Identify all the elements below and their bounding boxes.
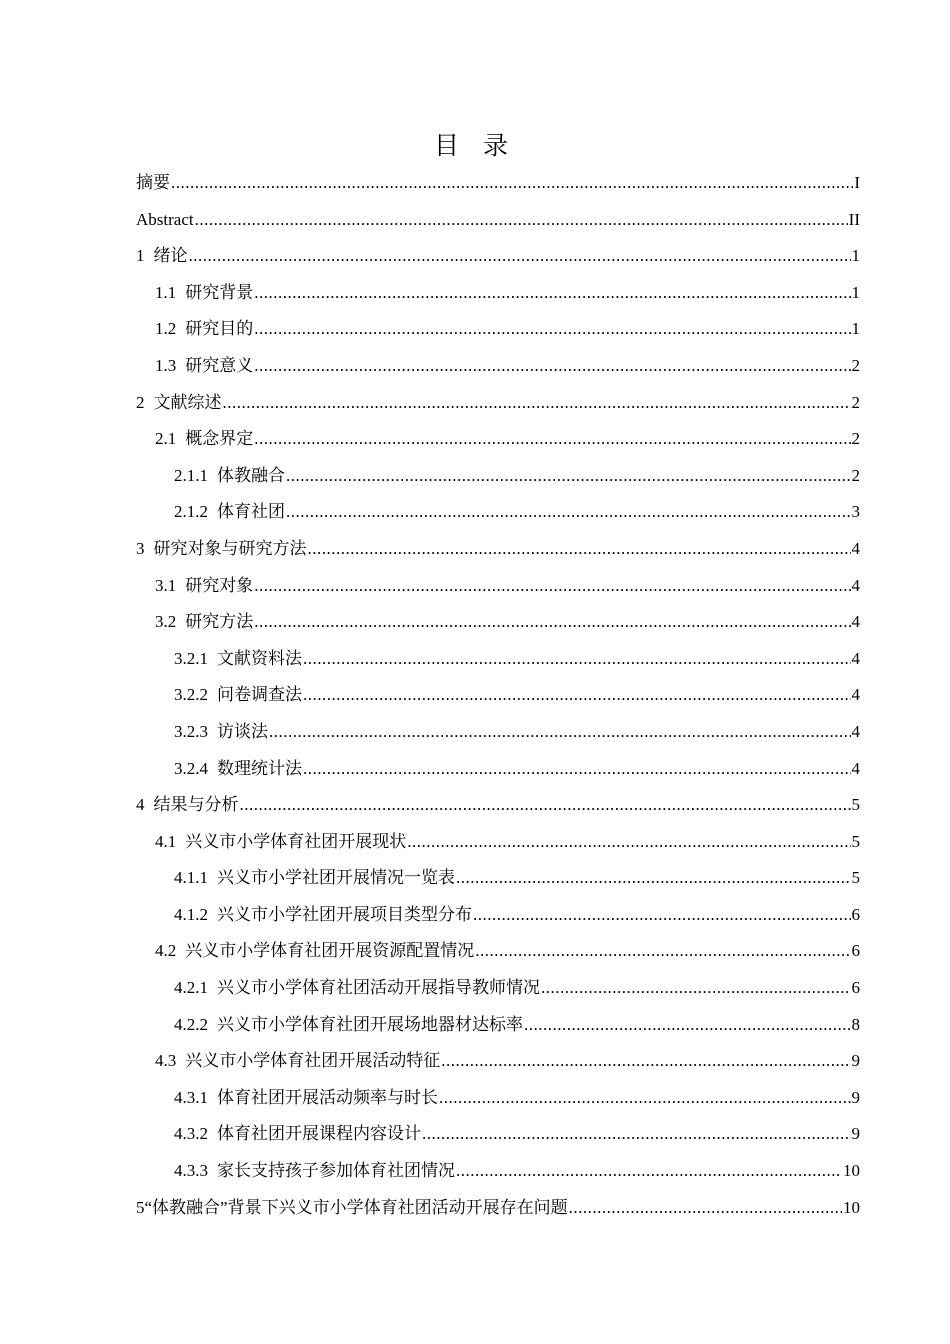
toc-entry[interactable] (136, 275, 860, 312)
toc-entry-number: 4.1 (155, 831, 177, 851)
toc-entry[interactable] (136, 421, 860, 458)
toc-entry-label: 访谈法 (217, 721, 268, 741)
toc-leader-dots (456, 860, 851, 897)
toc-leader-dots (422, 1116, 851, 1153)
toc-leader-dots (303, 677, 851, 714)
toc-entry-page-number: 9 (851, 1087, 860, 1107)
toc-entry-label: 研究对象与研究方法 (153, 538, 307, 558)
toc-entry-page-number: I (854, 173, 860, 192)
toc-entry-label: 兴义市小学社团开展项目类型分布 (217, 904, 472, 924)
toc-entry-label: 摘要 (136, 173, 170, 192)
toc-entry[interactable] (136, 1080, 860, 1117)
toc-leader-dots (254, 604, 850, 641)
toc-entry-number: 4.3 (155, 1051, 177, 1071)
toc-entry[interactable] (136, 641, 860, 678)
toc-entry-page-number: 9 (851, 1051, 860, 1071)
toc-entry-label: 兴义市小学体育社团开展资源配置情况 (185, 941, 475, 961)
toc-leader-dots (303, 751, 851, 788)
toc-entry-page-number: 4 (851, 575, 860, 595)
toc-entry-number: 4.1.2 (174, 904, 208, 924)
toc-entry-number: 2 (136, 392, 145, 412)
toc-entry-label: 兴义市小学体育社团开展活动特征 (185, 1051, 441, 1071)
toc-entry-label: 体教融合 (217, 465, 285, 485)
toc-leader-dots (473, 897, 851, 934)
toc-entry-page-number: 5 (851, 868, 860, 888)
toc-entry-label: 概念界定 (185, 429, 254, 449)
toc-entry-label: 数理统计法 (217, 758, 302, 778)
toc-entry-label: 兴义市小学体育社团活动开展指导教师情况 (217, 978, 540, 998)
toc-leader-dots (439, 1080, 851, 1117)
toc-leader-dots (254, 348, 850, 385)
toc-entry-page-number: 4 (851, 758, 860, 778)
toc-entry-label: 兴义市小学社团开展情况一览表 (217, 868, 455, 888)
toc-entry-number: 4.2.1 (174, 978, 208, 998)
toc-entry-page-number: 2 (851, 392, 860, 412)
toc-entry-number: 4.2 (155, 941, 177, 961)
toc-entry-number: 3.2.3 (174, 721, 208, 741)
toc-entry[interactable] (136, 1153, 860, 1190)
toc-entry-label: 绪论 (153, 246, 188, 266)
toc-entry-page-number: 4 (851, 685, 860, 705)
toc-title: 目 录 (434, 131, 516, 160)
toc-leader-dots (254, 568, 850, 605)
toc-list (136, 165, 860, 1226)
toc-entry-number: 3.2.4 (174, 758, 208, 778)
toc-entry-number: 4.3.1 (174, 1087, 208, 1107)
toc-entry-page-number: 5 (851, 831, 860, 851)
toc-entry[interactable] (136, 1190, 860, 1227)
toc-entry-label: 体育社团开展活动频率与时长 (217, 1087, 438, 1107)
toc-entry-page-number: 5 (851, 795, 860, 815)
toc-entry[interactable] (136, 458, 860, 495)
toc-entry-number: 4 (136, 795, 145, 815)
toc-entry-number: 4.3.3 (174, 1161, 208, 1181)
toc-entry[interactable] (136, 677, 860, 714)
toc-entry-page-number: 9 (851, 1124, 860, 1144)
toc-entry-number: 3.2.1 (174, 648, 208, 668)
toc-entry-label: 体育社团 (217, 502, 285, 522)
toc-entry[interactable] (136, 311, 860, 348)
toc-leader-dots (254, 421, 850, 458)
toc-entry-label: 兴义市小学体育社团开展现状 (185, 831, 407, 851)
toc-entry[interactable] (136, 1043, 860, 1080)
toc-entry-page-number: II (848, 209, 860, 229)
toc-entry-label: 研究意义 (185, 355, 254, 375)
toc-entry-page-number: 2 (851, 429, 860, 449)
toc-entry[interactable] (136, 568, 860, 605)
toc-entry[interactable] (136, 751, 860, 788)
toc-leader-dots (541, 970, 851, 1007)
toc-entry-page-number: 1 (851, 319, 860, 339)
toc-leader-dots (269, 714, 851, 751)
toc-entry-page-number: 1 (851, 246, 860, 266)
toc-entry[interactable] (136, 824, 860, 861)
toc-entry-page-number: 2 (851, 355, 860, 375)
toc-entry-number: 3.1 (155, 575, 177, 595)
toc-entry[interactable] (136, 897, 860, 934)
toc-entry-page-number: 6 (851, 941, 860, 961)
toc-entry-label: 研究对象 (185, 575, 254, 595)
toc-leader-dots (475, 933, 850, 970)
toc-leader-dots (286, 494, 851, 531)
toc-leader-dots (254, 311, 850, 348)
toc-entry-page-number: 4 (851, 612, 860, 632)
toc-entry-label: 体育社团开展课程内容设计 (217, 1124, 421, 1144)
toc-entry[interactable] (136, 714, 860, 751)
toc-entry-number: 1.1 (155, 282, 177, 302)
toc-entry-label: 兴义市小学体育社团开展场地器材达标率 (217, 1014, 523, 1034)
toc-entry-number: 1.2 (155, 319, 177, 339)
toc-entry-page-number: 6 (851, 904, 860, 924)
toc-leader-dots (189, 238, 851, 275)
toc-entry[interactable] (136, 348, 860, 385)
toc-entry-page-number: 10 (843, 1161, 860, 1181)
toc-entry[interactable] (136, 604, 860, 641)
toc-entry[interactable] (136, 787, 860, 824)
toc-entry-page-number: 1 (851, 282, 860, 302)
toc-entry-number: 1.3 (155, 355, 177, 375)
toc-leader-dots (456, 1153, 842, 1190)
toc-entry-number: 4.3.2 (174, 1124, 208, 1144)
toc-entry-label: 文献资料法 (217, 648, 302, 668)
toc-leader-dots (223, 385, 851, 422)
toc-entry-number: 2.1.1 (174, 465, 208, 485)
toc-entry[interactable] (136, 1116, 860, 1153)
toc-entry-label: 文献综述 (153, 392, 222, 412)
toc-entry-number: 4.2.2 (174, 1014, 208, 1034)
toc-entry-number: 4.1.1 (174, 868, 208, 888)
toc-leader-dots (524, 1007, 851, 1044)
toc-entry-label: 研究方法 (185, 612, 254, 632)
toc-entry-label: 结果与分析 (153, 795, 239, 815)
toc-entry[interactable] (136, 385, 860, 422)
toc-entry-page-number: 4 (851, 538, 860, 558)
toc-entry[interactable] (136, 970, 860, 1007)
toc-entry-label: 研究目的 (185, 319, 254, 339)
toc-entry-page-number: 10 (843, 1197, 860, 1217)
toc-entry-number: 1 (136, 246, 145, 266)
toc-leader-dots (254, 275, 850, 312)
toc-entry-page-number: 2 (851, 465, 860, 485)
toc-leader-dots (569, 1190, 842, 1227)
toc-leader-dots (240, 787, 851, 824)
toc-entry[interactable] (136, 238, 860, 275)
toc-entry[interactable] (136, 531, 860, 568)
toc-entry-page-number: 6 (851, 978, 860, 998)
toc-entry[interactable] (136, 494, 860, 531)
toc-entry[interactable] (136, 933, 860, 970)
toc-entry[interactable] (136, 860, 860, 897)
toc-entry-number: 5 (136, 1197, 145, 1217)
toc-entry-page-number: 4 (851, 648, 860, 668)
toc-entry-label: 家长支持孩子参加体育社团情况 (217, 1161, 455, 1181)
toc-entry-page-number: 4 (851, 721, 860, 741)
toc-entry[interactable] (136, 165, 860, 202)
toc-entry-label: 研究背景 (185, 282, 254, 302)
toc-entry-number: 3.2 (155, 612, 177, 632)
toc-entry-number: 3 (136, 538, 145, 558)
toc-entry[interactable] (136, 1007, 860, 1044)
toc-leader-dots (286, 458, 851, 495)
toc-leader-dots (407, 824, 850, 861)
toc-entry[interactable] (136, 202, 860, 239)
toc-leader-dots (308, 531, 851, 568)
toc-leader-dots (195, 202, 848, 239)
toc-entry-label: “体教融合”背景下兴义市小学体育社团活动开展存在问题 (144, 1197, 568, 1217)
toc-leader-dots (303, 641, 851, 678)
toc-entry-number: 2.1.2 (174, 502, 208, 522)
toc-leader-dots (441, 1043, 850, 1080)
toc-entry-number: 2.1 (155, 429, 177, 449)
toc-entry-number: 3.2.2 (174, 685, 208, 705)
toc-entry-page-number: 8 (851, 1014, 860, 1034)
toc-entry-page-number: 3 (851, 502, 860, 522)
toc-entry-label: Abstract (136, 209, 194, 229)
toc-entry-label: 问卷调查法 (217, 685, 302, 705)
toc-leader-dots (171, 165, 853, 202)
